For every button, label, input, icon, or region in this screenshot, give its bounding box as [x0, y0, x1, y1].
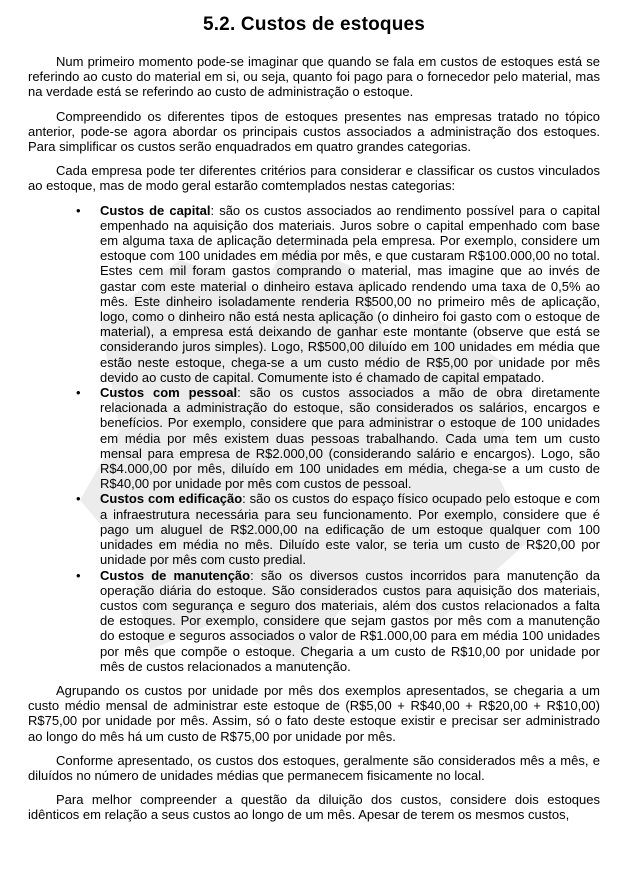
document-content — [28, 10, 600, 832]
paragraph-after-2: Conforme apresentado, os custos dos estoques, geralmente são considerados mês a mês, e diluídos no número de unidades médias que permanecem fisicamente no local. — [28, 752, 600, 783]
paragraph-intro-1: Num primeiro momento pode-se imaginar que quando se fala em custos de estoques está se referindo ao custo do material em si, ou seja, quanto foi pago para o fornecedor pelo material, mas na verdade está se referindo ao custo de administração o estoque. — [28, 54, 600, 100]
paragraph-after-1: Agrupando os custos por unidade por mês dos exemplos apresentados, se chegaria a um custo médio mensal de administrar este estoque de (R$5,00 + R$40,00 + R$20,00 + R$10,00) R$75,00 por unidade por mês. Assim, só o fato deste estoque existir e precisar ser administrado ao longo do mês há um custo de R$75,00 por unidade por mês. — [28, 682, 600, 744]
list-item-custos-de-capital — [76, 202, 601, 385]
bullet-icon: • — [76, 385, 81, 401]
cost-categories-list — [28, 203, 600, 674]
bullet-icon: • — [76, 202, 81, 218]
list-item-custos-com-pessoal — [76, 385, 600, 492]
paragraph-intro-2: Compreendido os diferentes tipos de estoques presentes nas empresas tratado no tópico anterior, pode-se agora abordar os principais custos associados a administração dos estoques. Para simplificar os custos serão enquadrados em quatro grandes categorias. — [28, 108, 600, 155]
description-custos-de-capital: : são os custos associados ao rendimento possível para o capital empenhado na aquisição dos materiais. Juros sobre o capital empenhado com base em alguma taxa de aplicação determinada pela empresa. Por exemplo, considere um estoque com 100 unidades em média por mês, e que custaram R$100.000,00 no total. Estes cem mil foram gastos comprando o material, mas imagine que ao invés de gastar com este material o dinheiro estava aplicado rendendo uma taxa de 0,5% ao mês. Este dinheiro isoladamente renderia R$500,00 no primeiro mês de aplicação, logo, como o dinheiro não está nesta aplicação (o dinheiro foi gasto com o estoque de material), a empresa está deixando de ganhar este montante (observe que está se considerando juros simples). Logo, R$500,00 diluído em 100 unidades em média que estão neste estoque, chega-se a um custo médio de R$5,00 por unidade por mês devido ao custo de capital. Comumente isto é chamado de capital empatado. — [100, 202, 601, 385]
paragraph-intro-3: Cada empresa pode ter diferentes critérios para considerar e classificar os custos vinculados ao estoque, mas de modo geral estarão comtemplados nestas categorias: — [28, 163, 600, 194]
bullet-icon: • — [76, 491, 81, 507]
list-item-custos-com-edificacao — [76, 491, 600, 568]
section-title: 5.2. Custos de estoques — [202, 14, 426, 35]
list-item-custos-de-manutencao — [76, 567, 600, 674]
description-custos-de-manutencao: : são os diversos custos incorridos para manutenção da operação diária do estoque. São considerados custos para aquisição dos materiais, custos com segurança e seguro dos materiais, além dos custos relacionados a falta de estoques. Por exemplo, considere que sejam gastos por mês com a manutenção do estoque e seguros associados o valor de R$1.000,00 para em média 100 unidades por mês que compõe o estoque. Chegaria a um custo de R$10,00 por unidade por mês de custos relacionados a manutenção. — [100, 567, 600, 674]
description-custos-com-pessoal: : são os custos associados a mão de obra diretamente relacionada a administração do estoque, são considerados os salários, encargos e benefícios. Por exemplo, considere que para administrar o estoque de 100 unidades em média por mês existem duas pessoas trabalhando. Cada uma tem um custo mensal para empresa de R$2.000,00 (considerando salário e encargos). Logo, são R$4.000,00 por mês, diluído em 100 unidades em média, chega-se a um custo de R$40,00 por unidade por mês com custos de pessoal. — [100, 385, 600, 492]
term-custos-de-capital: Custos de capital — [100, 202, 211, 218]
bullet-icon: • — [76, 567, 81, 583]
term-custos-com-pessoal: Custos com pessoal — [100, 385, 238, 401]
term-custos-de-manutencao: Custos de manutenção — [100, 567, 251, 583]
description-custos-com-edificacao: : são os custos do espaço físico ocupado pelo estoque e com a infraestrutura necessária para seu funcionamento. Por exemplo, considere que é pago um aluguel de R$2.000,00 na edificação de um estoque qualquer com 100 unidades em média no mês. Diluído este valor, se teria um custo de R$20,00 por unidade por mês com custo predial. — [100, 491, 600, 568]
term-custos-com-edificacao: Custos com edificação — [100, 491, 243, 507]
paragraph-after-3: Para melhor compreender a questão da diluição dos custos, considere dois estoques idênticos em relação a seus custos ao longo de um mês. Apesar de terem os mesmos custos, — [28, 792, 600, 823]
